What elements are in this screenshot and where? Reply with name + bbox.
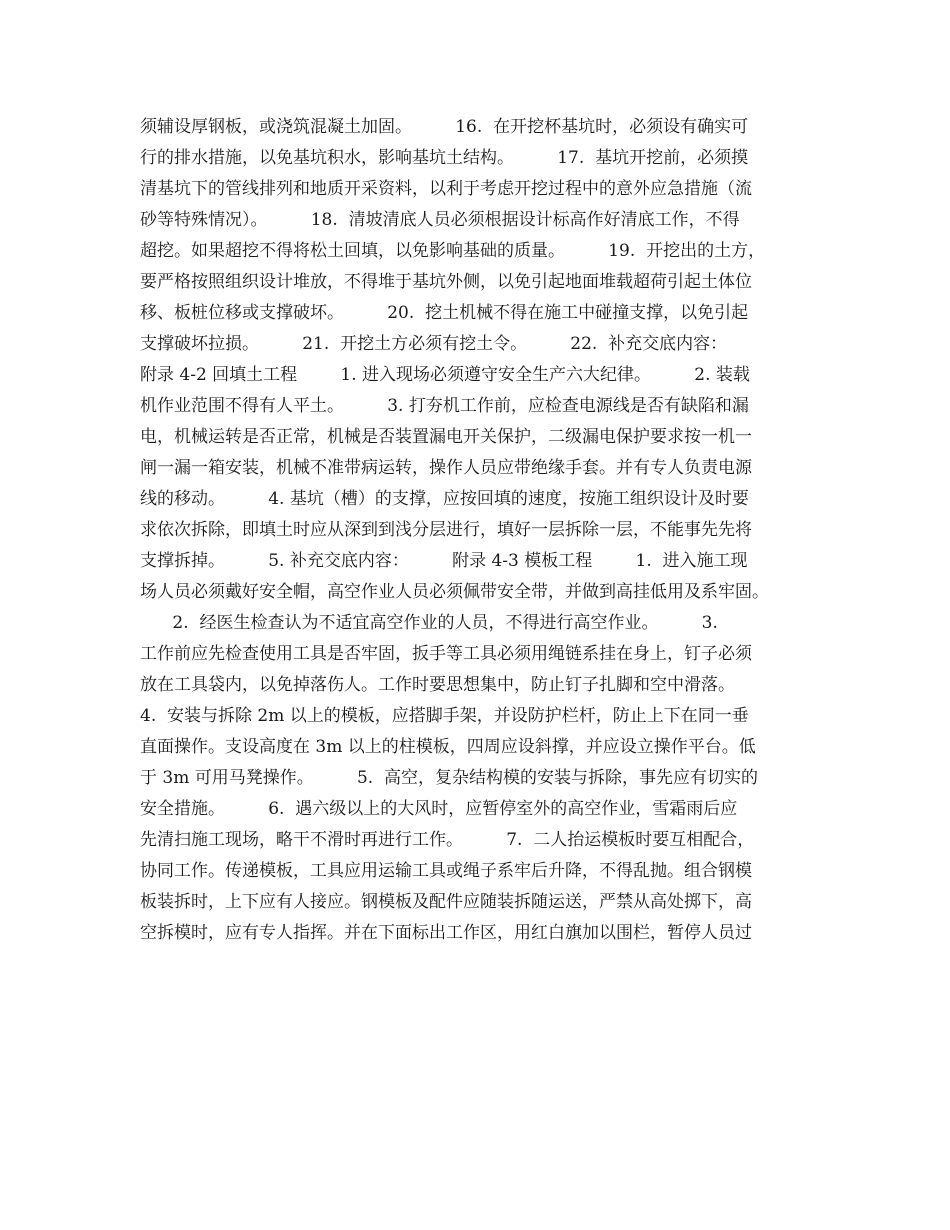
text-line: 支撑破坏拉损。 21. 开挖土方必须有挖土令。 22. 补充交底内容： [140, 334, 728, 354]
text-line: 清基坑下的管线排列和地质开采资料，以利于考虑开挖过程中的意外应急措施（流 [140, 179, 752, 199]
text-line: 直面操作。支设高度在 3m 以上的柱模板，四周应设斜撑，并应设立操作平台。低 [140, 737, 756, 757]
text-line: 支撑拆掉。 5. 补充交底内容： 附录 4-3 模板工程 1. 进入施工现 [140, 551, 748, 571]
text-line: 须辅设厚钢板，或浇筑混凝土加固。 16. 在开挖杯基坑时，必须设有确实可 [140, 117, 749, 137]
text-line: 放在工具袋内，以免掉落伤人。工作时要思想集中，防止钉子扎脚和空中滑落。 [140, 675, 735, 695]
text-line: 安全措施。 6. 遇六级以上的大风时，应暂停室外的高空作业，雪霜雨后应 [140, 799, 738, 819]
text-line: 附录 4-2 回填土工程 1. 进入现场必须遵守安全生产六大纪律。 2. 装载 [140, 365, 750, 385]
text-line: 工作前应先检查使用工具是否牢固，扳手等工具必须用绳链系挂在身上，钉子必须 [140, 644, 752, 664]
text-line: 4. 安装与拆除 2m 以上的模板，应搭脚手架，并设防护栏杆，防止上下在同一垂 [140, 706, 749, 726]
text-line: 闸一漏一箱安装，机械不准带病运转，操作人员应带绝缘手套。并有专人负责电源 [140, 458, 752, 478]
text-line: 电，机械运转是否正常，机械是否装置漏电开关保护，二级漏电保护要求按一机一 [140, 427, 752, 447]
text-line: 2. 经医生检查认为不适宜高空作业的人员，不得进行高空作业。 3. [140, 613, 718, 633]
text-line: 场人员必须戴好安全帽，高空作业人员必须佩带安全带，并做到高挂低用及系牢固。 [140, 582, 769, 602]
text-line: 先清扫施工现场，略干不滑时再进行工作。 7. 二人抬运模板时要互相配合， [140, 830, 755, 850]
text-line: 线的移动。 4. 基坑（槽）的支撑，应按回填的速度，按施工组织设计及时要 [140, 489, 749, 509]
text-line: 求依次拆除，即填土时应从深到到浅分层进行，填好一层拆除一层，不能事先先将 [140, 520, 752, 540]
text-line: 协同工作。传递模板，工具应用运输工具或绳子系牢后升降，不得乱抛。组合钢模 [140, 861, 752, 881]
text-line: 砂等特殊情况）。 18. 清坡清底人员必须根据设计标高作好清底工作，不得 [140, 210, 740, 230]
text-line: 行的排水措施，以免基坑积水，影响基坑土结构。 17. 基坑开挖前，必须摸 [140, 148, 749, 168]
text-line: 移、板桩位移或支撑破坏。 20. 挖土机械不得在施工中碰撞支撑，以免引起 [140, 303, 749, 323]
text-line: 要严格按照组织设计堆放，不得堆于基坑外侧，以免引起地面堆载超荷引起土体位 [140, 272, 752, 292]
text-line: 板装拆时，上下应有人接应。钢模板及配件应随装拆随运送，严禁从高处掷下，高 [140, 892, 752, 912]
text-line: 空拆模时，应有专人指挥。并在下面标出工作区，用红白旗加以围栏，暂停人员过 [140, 923, 752, 943]
text-line: 于 3m 可用马凳操作。 5. 高空，复杂结构模的安装与拆除，事先应有切实的 [140, 768, 759, 788]
text-line: 超挖。如果超挖不得将松土回填，以免影响基础的质量。 19. 开挖出的土方， [140, 241, 766, 261]
text-line: 机作业范围不得有人平土。 3. 打夯机工作前，应检查电源线是否有缺陷和漏 [140, 396, 749, 416]
